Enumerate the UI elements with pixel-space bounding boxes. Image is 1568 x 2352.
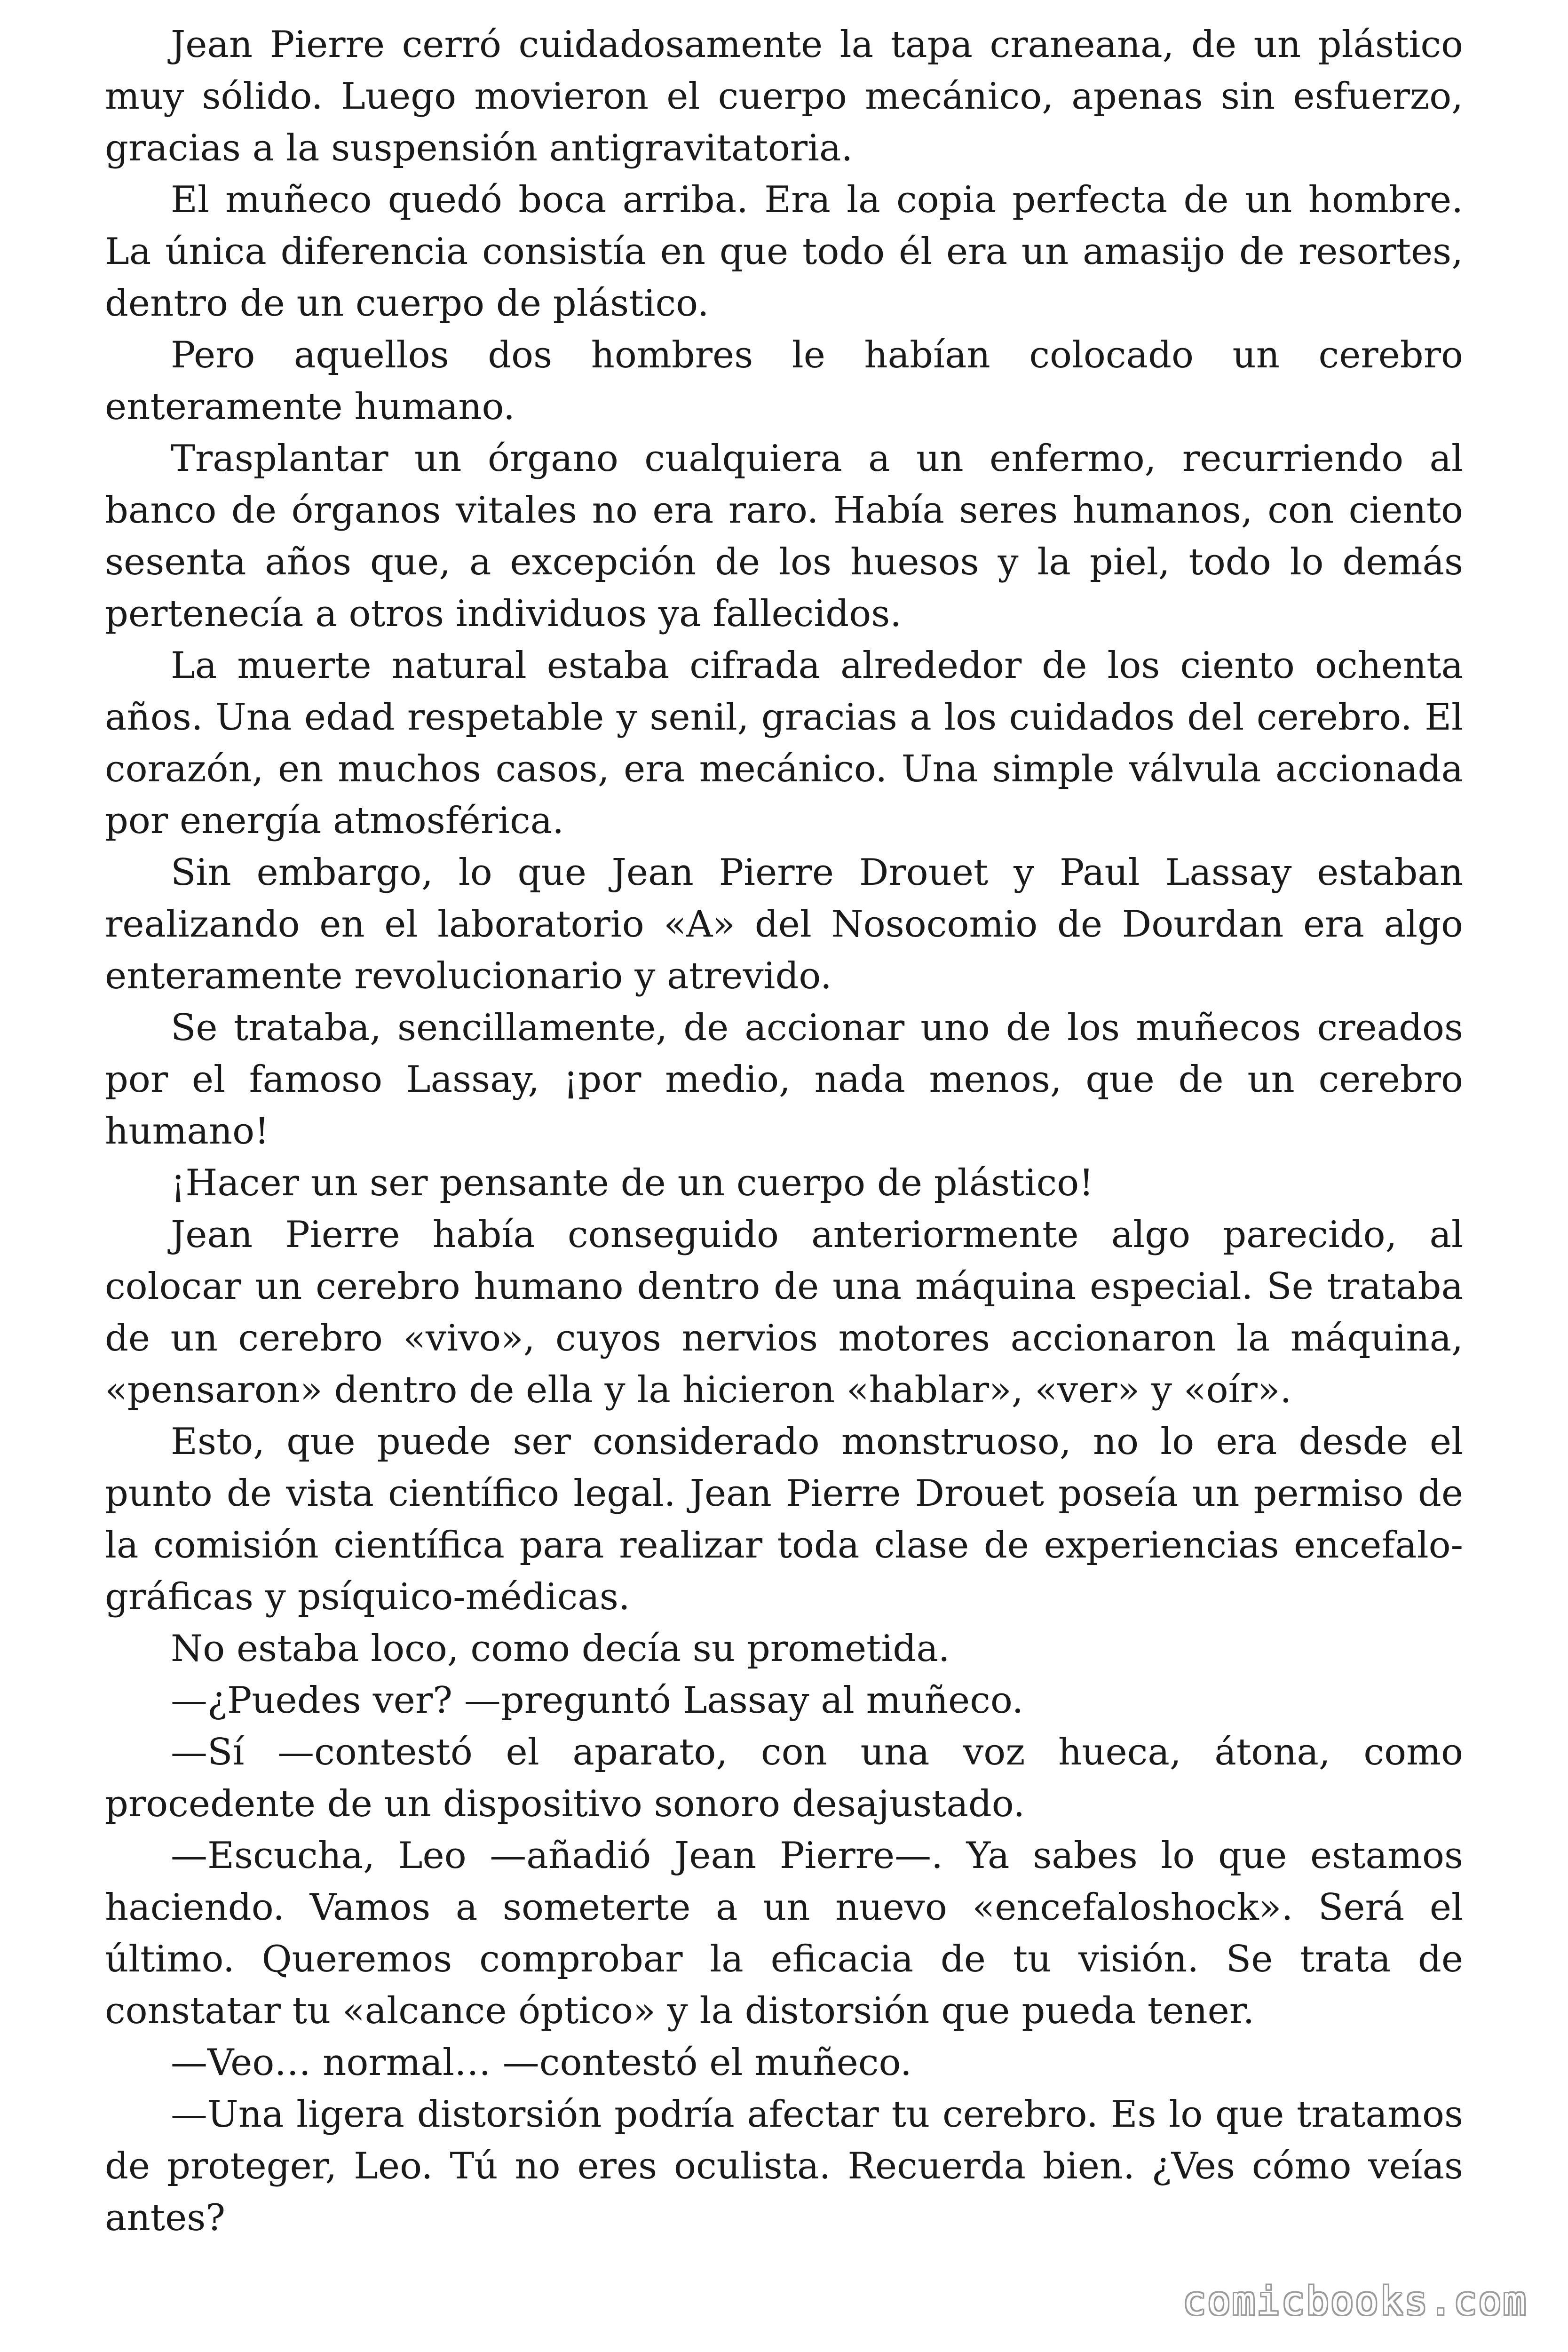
paragraph-16: —Una ligera distorsión podría afectar tu cerebro. Es lo que tratamos de proteger, Leo. Tú no eres oculista. Recuerda bien. ¿Ves cómo veías antes? — [105, 2093, 1463, 2239]
paragraph-6: Sin embargo, lo que Jean Pierre Drouet y Paul Lassay estaban realizando en el laboratorio «A» del Nosocomio de Dourdan era algo enteramente revolucionario y atrevido. — [105, 851, 1463, 997]
paragraph-9: Jean Pierre había conseguido anteriormente algo parecido, al colocar un cerebro humano dentro de una máquina especial. Se trataba de un cerebro «vivo», cuyos nervios motores accionaron la máquina, «pensaron» dentro de ella y la hicieron «hablar», «ver» y «oír». — [105, 1214, 1463, 1411]
paragraph-2: El muñeco quedó boca arriba. Era la copia perfecta de un hombre. La única diferencia consistía en que todo él era un amasijo de resortes, dentro de un cuerpo de plástico. — [105, 179, 1463, 325]
paragraph-13: —Sí —contestó el aparato, con una voz hueca, átona, como procedente de un dispositivo sonoro desajustado. — [105, 1731, 1463, 1825]
paragraph-8: ¡Hacer un ser pensante de un cuerpo de plástico! — [171, 1162, 1094, 1204]
paragraph-14: —Escucha, Leo —añadió Jean Pierre—. Ya sabes lo que estamos haciendo. Vamos a someterte a un nuevo «encefaloshock». Será el último. Queremos comprobar la eficacia de tu visión. Se trata de constatar tu «alcance óptico» y la distorsión que pueda tener. — [105, 1835, 1463, 2032]
paragraph-3: Pero aquellos dos hombres le habían colocado un cerebro enteramente humano. — [105, 334, 1463, 428]
paragraph-4: Trasplantar un órgano cualquiera a un enfermo, recurriendo al banco de órganos vitales no era raro. Había seres humanos, con ciento sesenta años que, a excepción de los huesos y la piel, todo lo demás pertenecía a otros individuos ya fallecidos. — [105, 437, 1463, 635]
paragraph-1: Jean Pierre cerró cuidadosamente la tapa craneana, de un plástico muy sólido. Luego movieron el cuerpo mecánico, apenas sin esfuerzo, gracias a la suspensión antigravitatoria. — [105, 24, 1463, 169]
paragraph-10: Esto, que puede ser considerado monstruoso, no lo era desde el punto de vista científico legal. Jean Pierre Drouet poseía un permiso de la comisión científica para realizar toda clase de experiencias encefalo-gráficas y psíquico-médicas. — [105, 1421, 1463, 1618]
paragraph-12: —¿Puedes ver? —preguntó Lassay al muñeco. — [171, 1679, 1024, 1722]
paragraph-5: La muerte natural estaba cifrada alrededor de los ciento ochenta años. Una edad respetable y senil, gracias a los cuidados del cerebro. El corazón, en muchos casos, era mecánico. Una simple válvula accionada por energía atmosférica. — [105, 644, 1463, 842]
paragraph-15: —Veo… normal… —contestó el muñeco. — [171, 2042, 912, 2084]
paragraph-11: No estaba loco, como decía su prometida. — [171, 1628, 950, 1670]
document-body — [105, 19, 1463, 2244]
watermark: comicbooks.com — [1182, 2279, 1528, 2324]
paragraph-7: Se trataba, sencillamente, de accionar uno de los muñecos creados por el famoso Lassay, ¡por medio, nada menos, que de un cerebro humano! — [105, 1007, 1463, 1152]
